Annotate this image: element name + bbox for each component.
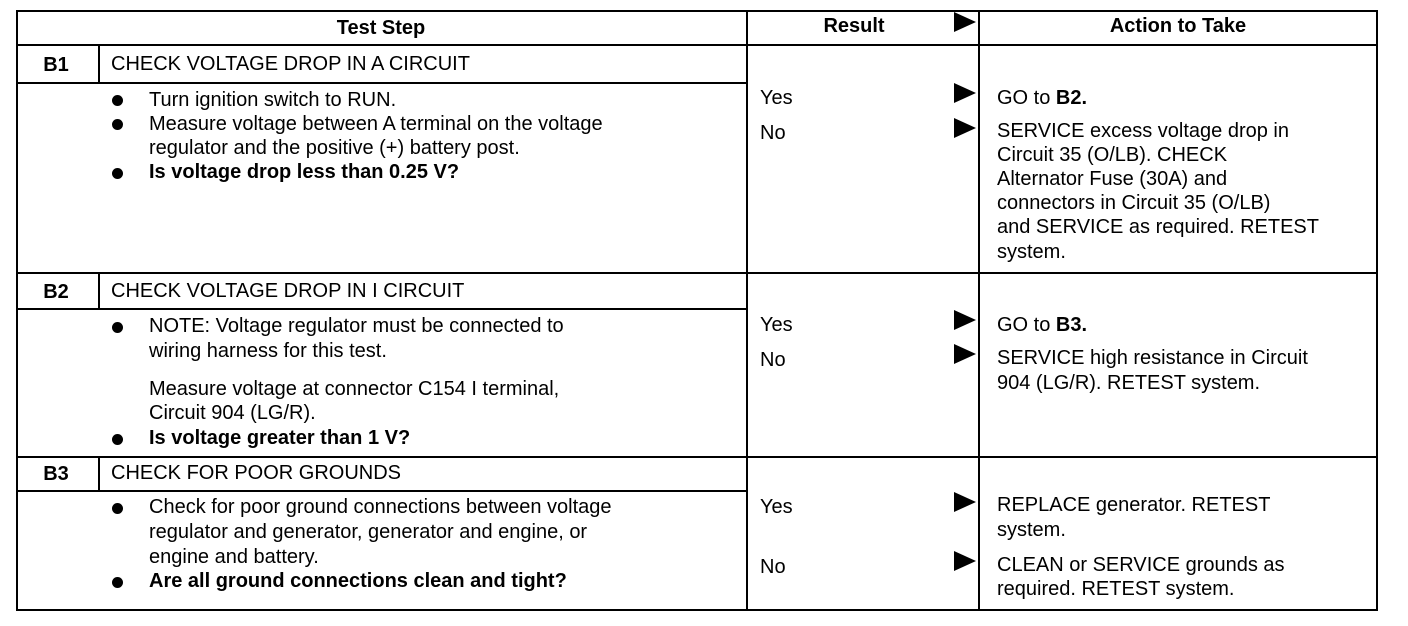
b3-question: Are all ground connections clean and tight? xyxy=(149,570,567,592)
row-divider-b3 xyxy=(16,456,1378,458)
header-test-step: Test Step xyxy=(336,17,426,39)
b2-no-action-2: 904 (LG/R). RETEST system. xyxy=(997,372,1261,394)
b2-item-1-cont: wiring harness for this test. xyxy=(149,340,387,362)
b1-no-action-6: system. xyxy=(997,241,1066,263)
row-divider-b2 xyxy=(16,272,1378,274)
header-arrow-icon xyxy=(954,12,976,32)
b3-yes-action-2: system. xyxy=(997,519,1066,541)
arrow-icon xyxy=(954,551,976,571)
b1-title-divider xyxy=(16,82,748,84)
b3-result-no: No xyxy=(760,556,786,578)
b1-no-action-5: and SERVICE as required. RETEST xyxy=(997,216,1319,238)
step-id-divider-b2 xyxy=(98,274,100,310)
arrow-icon xyxy=(954,492,976,512)
b2-result-no: No xyxy=(760,349,786,371)
arrow-icon xyxy=(954,83,976,103)
column-divider-result xyxy=(746,10,748,611)
header-result: Result xyxy=(823,15,885,37)
b1-result-yes: Yes xyxy=(760,87,793,109)
step-title-b2: CHECK VOLTAGE DROP IN I CIRCUIT xyxy=(111,280,465,302)
b2-item-1: NOTE: Voltage regulator must be connected to xyxy=(149,315,564,337)
b2-item-2-cont: Circuit 904 (LG/R). xyxy=(149,402,316,424)
bullet-icon xyxy=(112,434,123,445)
step-id-divider-b3 xyxy=(98,456,100,492)
b1-question: Is voltage drop less than 0.25 V? xyxy=(149,161,460,183)
b3-no-action-1: CLEAN or SERVICE grounds as xyxy=(997,554,1285,576)
bullet-icon xyxy=(112,577,123,588)
b2-question: Is voltage greater than 1 V? xyxy=(149,427,411,449)
b1-no-action-3: Alternator Fuse (30A) and xyxy=(997,168,1228,190)
bullet-icon xyxy=(112,119,123,130)
b2-item-2: Measure voltage at connector C154 I terminal, xyxy=(149,378,560,400)
arrow-icon xyxy=(954,118,976,138)
header-divider xyxy=(16,44,1378,46)
b1-item-1: Turn ignition switch to RUN. xyxy=(149,89,397,111)
arrow-icon xyxy=(954,344,976,364)
bullet-icon xyxy=(112,95,123,106)
step-id-b3: B3 xyxy=(43,463,69,485)
b3-item-1-cont: regulator and generator, generator and engine, or xyxy=(149,521,588,543)
b3-yes-action-1: REPLACE generator. RETEST xyxy=(997,494,1271,516)
b2-title-divider xyxy=(16,308,748,310)
b3-no-action-2: required. RETEST system. xyxy=(997,578,1235,600)
b3-item-1-cont2: engine and battery. xyxy=(149,546,319,568)
header-action: Action to Take xyxy=(1109,15,1247,37)
b1-result-no: No xyxy=(760,122,786,144)
b1-yes-action: GO to B2. xyxy=(997,87,1088,109)
step-id-b1: B1 xyxy=(43,54,69,76)
b1-no-action-2: Circuit 35 (O/LB). CHECK xyxy=(997,144,1228,166)
b1-item-2-cont: regulator and the positive (+) battery post. xyxy=(149,137,520,159)
b1-no-action-4: connectors in Circuit 35 (O/LB) xyxy=(997,192,1271,214)
arrow-icon xyxy=(954,310,976,330)
b2-yes-action: GO to B3. xyxy=(997,314,1088,336)
step-id-divider-b1 xyxy=(98,46,100,84)
step-id-b2: B2 xyxy=(43,281,69,303)
column-divider-action xyxy=(978,10,980,611)
b3-result-yes: Yes xyxy=(760,496,793,518)
b3-title-divider xyxy=(16,490,748,492)
bullet-icon xyxy=(112,168,123,179)
bullet-icon xyxy=(112,322,123,333)
b3-item-1: Check for poor ground connections between voltage xyxy=(149,496,612,518)
b2-result-yes: Yes xyxy=(760,314,793,336)
bullet-icon xyxy=(112,503,123,514)
b1-no-action-1: SERVICE excess voltage drop in xyxy=(997,120,1290,142)
step-title-b1: CHECK VOLTAGE DROP IN A CIRCUIT xyxy=(111,53,470,75)
b1-item-2: Measure voltage between A terminal on the voltage xyxy=(149,113,603,135)
b2-no-action-1: SERVICE high resistance in Circuit xyxy=(997,347,1308,369)
step-title-b3: CHECK FOR POOR GROUNDS xyxy=(111,462,402,484)
